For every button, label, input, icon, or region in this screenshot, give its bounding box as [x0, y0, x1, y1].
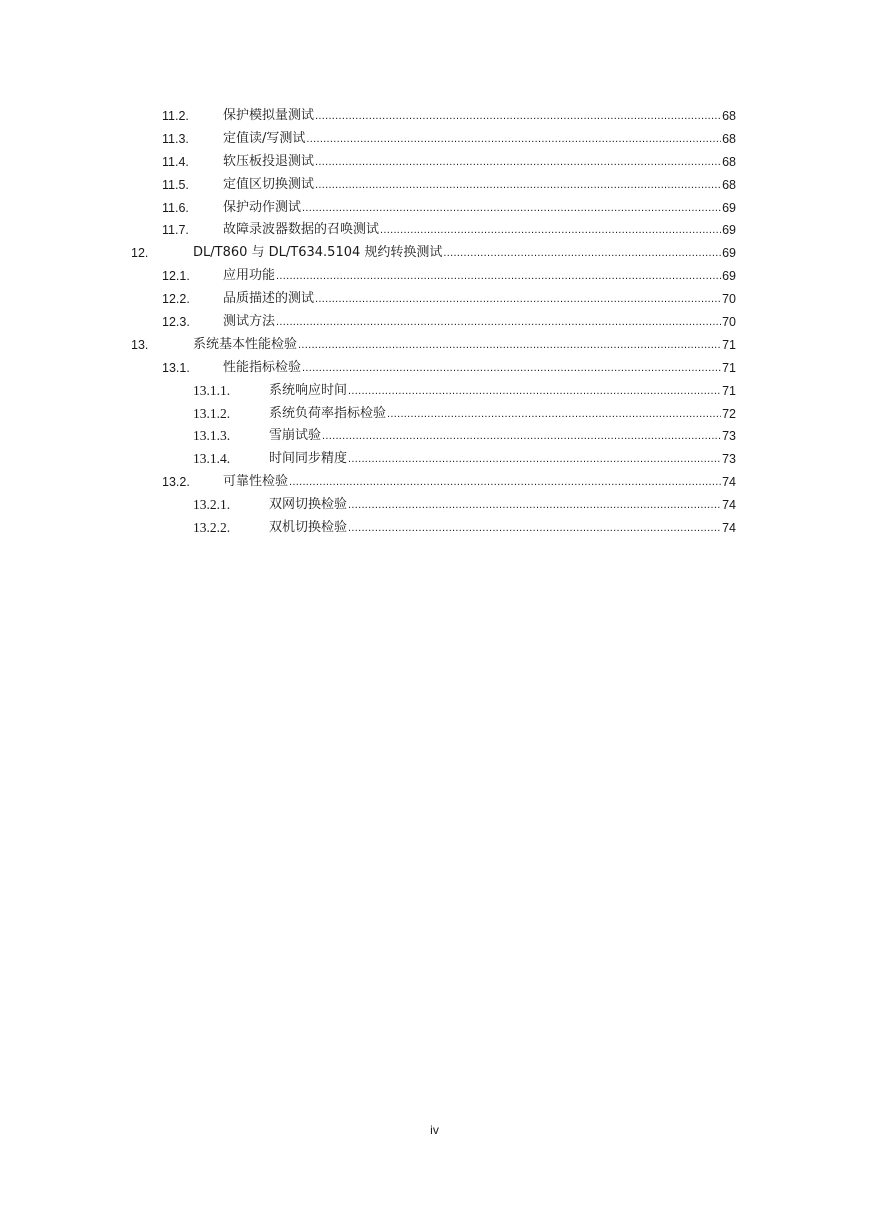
toc-entry-number: 13.2.1.	[193, 497, 231, 513]
toc-entry-leader	[0, 311, 736, 333]
toc-entry-title: 双机切换检验	[269, 517, 348, 539]
toc-entry-page: 74	[721, 517, 736, 539]
toc-entry-12-2[interactable]	[0, 288, 869, 311]
toc-entry-leader	[0, 219, 736, 241]
toc-entry-number: 11.3.	[162, 131, 189, 146]
toc-entry-page: 68	[721, 128, 736, 150]
toc-entry-number: 13.1.3.	[193, 428, 231, 444]
dot-leader	[443, 242, 736, 264]
dot-leader	[348, 494, 736, 516]
toc-entry-page: 71	[721, 334, 736, 356]
toc-entry-13[interactable]	[0, 334, 869, 357]
toc-entry-title: 时间同步精度	[269, 448, 348, 470]
dot-leader	[276, 311, 736, 333]
toc-entry-number: 11.5.	[162, 177, 189, 192]
dot-leader	[302, 357, 736, 379]
toc-entry-title: 定值读/写测试	[223, 128, 306, 150]
toc-entry-title: 测试方法	[223, 311, 276, 333]
page-footer-number: iv	[430, 1123, 439, 1137]
toc-entry-number: 12.	[131, 246, 149, 261]
dot-leader	[322, 425, 736, 447]
toc-entry-number: 13.2.2.	[193, 520, 231, 536]
toc-entry-leader	[0, 197, 736, 219]
toc-entry-11-4[interactable]	[0, 151, 869, 174]
toc-entry-title: 系统基本性能检验	[193, 334, 298, 356]
toc-entry-11-3[interactable]	[0, 128, 869, 151]
toc-entry-page: 74	[721, 494, 736, 516]
dot-leader	[302, 197, 736, 219]
toc-entry-11-6[interactable]	[0, 197, 869, 220]
toc-entry-leader	[0, 265, 736, 287]
dot-leader	[348, 517, 736, 539]
toc-entry-leader	[0, 334, 736, 356]
toc-entry-page: 69	[721, 197, 736, 219]
toc-entry-title: 品质描述的测试	[223, 288, 315, 310]
toc-entry-page: 71	[721, 357, 736, 379]
toc-entry-title: 定值区切换测试	[223, 174, 315, 196]
toc-entry-page: 73	[721, 425, 736, 447]
toc-entry-12-1[interactable]	[0, 265, 869, 288]
toc-entry-number: 13.1.1.	[193, 382, 231, 398]
toc-entry-number: 13.	[131, 337, 149, 352]
toc-entry-title: DL/T860 与 DL/T634.5104 规约转换测试	[193, 242, 443, 264]
dot-leader	[298, 334, 736, 356]
toc-entry-number: 12.2.	[162, 292, 190, 307]
toc-entry-leader	[0, 425, 736, 447]
toc-entry-13-2-1[interactable]	[0, 494, 869, 517]
toc-entry-leader	[0, 242, 736, 264]
toc-entry-13-1-4[interactable]	[0, 448, 869, 471]
toc-entry-page: 68	[721, 151, 736, 173]
dot-leader	[387, 403, 736, 425]
toc-entry-page: 70	[721, 288, 736, 310]
toc-entry-number: 12.3.	[162, 315, 190, 330]
toc-entry-13-2-2[interactable]	[0, 517, 869, 540]
toc-entry-leader	[0, 517, 736, 539]
toc-entry-title: 性能指标检验	[223, 357, 302, 379]
toc-entry-number: 11.4.	[162, 154, 189, 169]
toc-entry-page: 68	[721, 174, 736, 196]
toc-entry-leader	[0, 471, 736, 493]
dot-leader	[315, 105, 736, 127]
toc-entry-12-3[interactable]	[0, 311, 869, 334]
toc-entry-page: 69	[721, 242, 736, 264]
toc-entry-leader	[0, 380, 736, 402]
toc-entry-11-2[interactable]	[0, 105, 869, 128]
toc-entry-title: 可靠性检验	[223, 471, 289, 493]
toc-entry-title: 保护模拟量测试	[223, 105, 315, 127]
dot-leader	[276, 265, 736, 287]
toc-entry-number: 13.1.2.	[193, 405, 231, 421]
dot-leader	[315, 288, 736, 310]
toc-entry-leader	[0, 448, 736, 470]
toc-entry-page: 71	[721, 380, 736, 402]
toc-entry-number: 11.7.	[162, 223, 189, 238]
toc-entry-13-1-2[interactable]	[0, 403, 869, 426]
toc-entry-page: 68	[721, 105, 736, 127]
toc-entry-11-7[interactable]	[0, 219, 869, 242]
toc-entry-leader	[0, 174, 736, 196]
toc-entry-number: 13.1.4.	[193, 451, 231, 467]
dot-leader	[289, 471, 736, 493]
toc-entry-leader	[0, 105, 736, 127]
toc-entry-12[interactable]	[0, 242, 869, 265]
toc-entry-13-1-3[interactable]	[0, 425, 869, 448]
toc-entry-leader	[0, 288, 736, 310]
toc-entry-title: 系统负荷率指标检验	[269, 403, 387, 425]
toc-entry-13-1-1[interactable]	[0, 380, 869, 403]
toc-entry-title: 雪崩试验	[269, 425, 322, 447]
toc-entry-title: 系统响应时间	[269, 380, 348, 402]
toc-entry-11-5[interactable]	[0, 174, 869, 197]
dot-leader	[315, 174, 736, 196]
toc-entry-page: 70	[721, 311, 736, 333]
toc-entry-page: 72	[721, 403, 736, 425]
toc-entry-leader	[0, 128, 736, 150]
dot-leader	[348, 380, 736, 402]
toc-entry-number: 12.1.	[162, 269, 190, 284]
toc-entry-13-1[interactable]	[0, 357, 869, 380]
toc-entry-page: 74	[721, 471, 736, 493]
toc-entry-number: 13.2.	[162, 475, 190, 490]
table-of-contents	[0, 105, 869, 540]
toc-entry-page: 69	[721, 219, 736, 241]
toc-entry-leader	[0, 403, 736, 425]
dot-leader	[306, 128, 736, 150]
dot-leader	[348, 448, 736, 470]
toc-entry-leader	[0, 357, 736, 379]
toc-entry-page: 69	[721, 265, 736, 287]
toc-entry-page: 73	[721, 448, 736, 470]
toc-entry-title: 应用功能	[223, 265, 276, 287]
toc-entry-number: 11.2.	[162, 109, 189, 123]
toc-entry-title: 软压板投退测试	[223, 151, 315, 173]
toc-entry-number: 13.1.	[162, 360, 190, 375]
toc-entry-title: 保护动作测试	[223, 197, 302, 219]
toc-entry-leader	[0, 151, 736, 173]
dot-leader	[315, 151, 736, 173]
dot-leader	[380, 219, 736, 241]
toc-entry-title: 故障录波器数据的召唤测试	[223, 219, 380, 241]
toc-entry-title: 双网切换检验	[269, 494, 348, 516]
toc-entry-13-2[interactable]	[0, 471, 869, 494]
toc-entry-leader	[0, 494, 736, 516]
toc-entry-number: 11.6.	[162, 200, 189, 215]
